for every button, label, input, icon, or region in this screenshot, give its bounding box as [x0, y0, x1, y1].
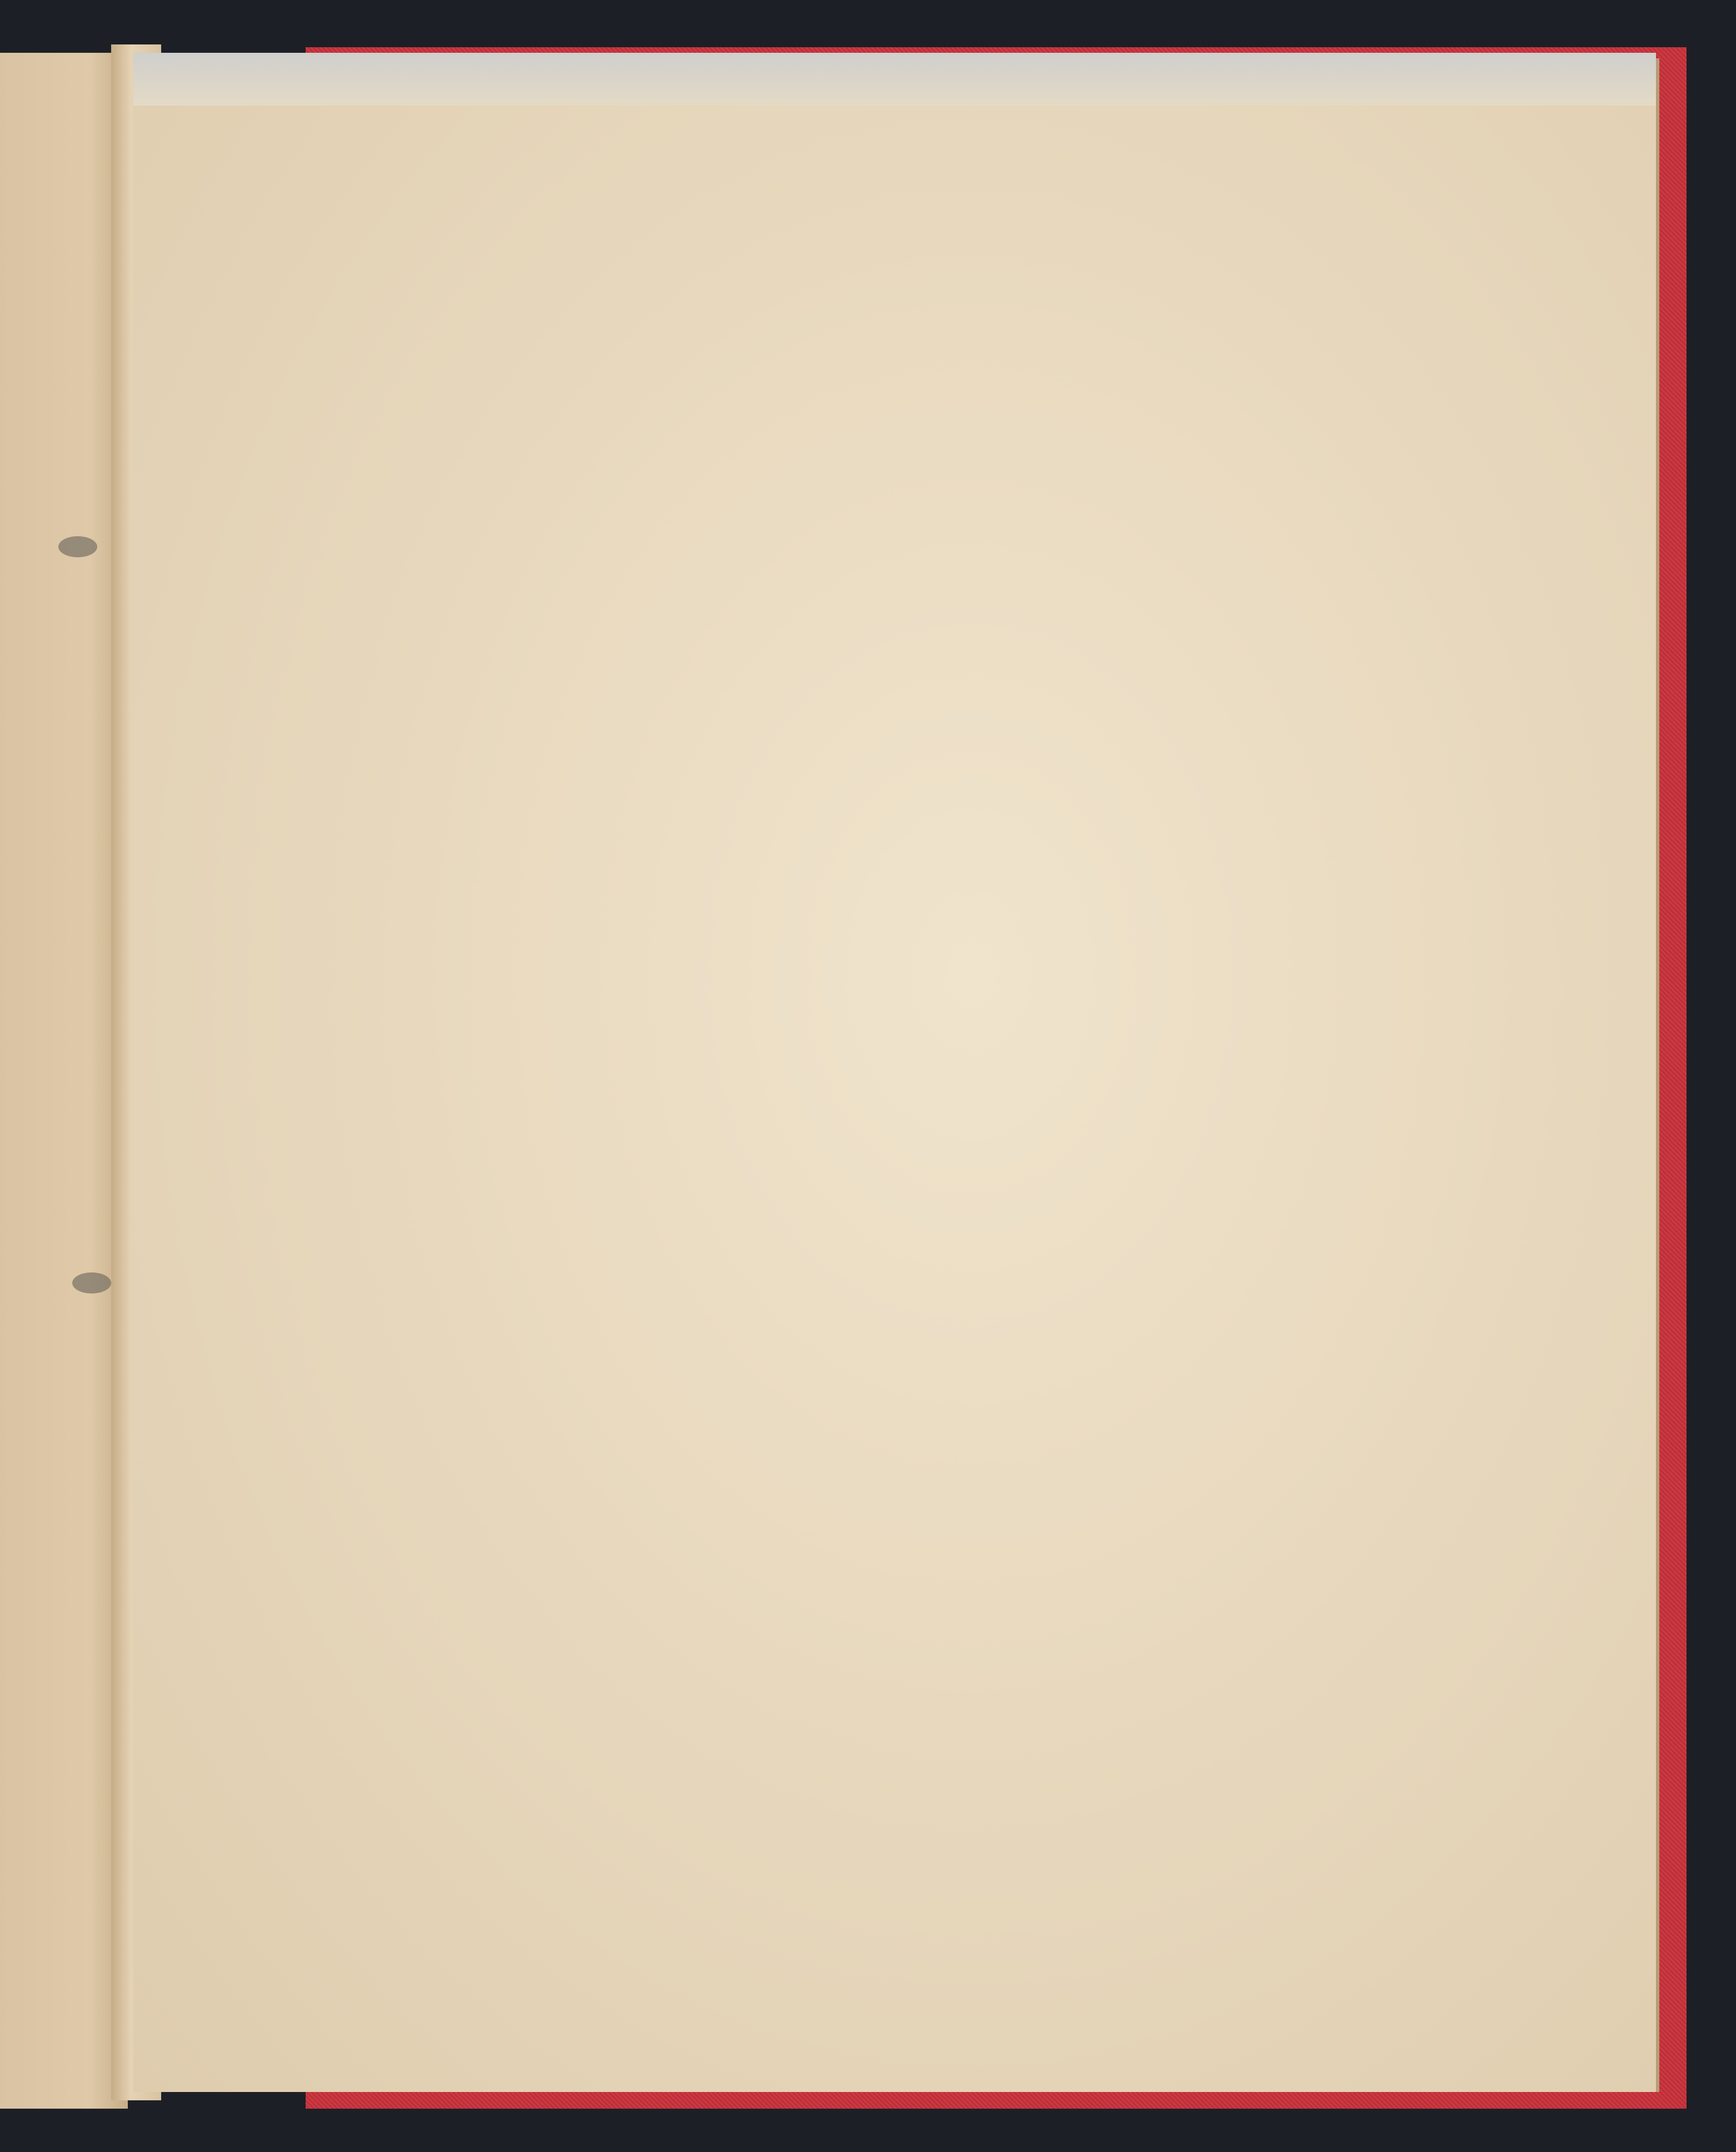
- paragraphs-bottom: [211, 331, 1473, 372]
- page-text: [211, 281, 1473, 372]
- section-heading: [211, 281, 1473, 331]
- text-line: [211, 331, 1473, 372]
- binding-hole-icon: [72, 1272, 111, 1294]
- left-page: [0, 53, 128, 2109]
- binding-hole-icon: [58, 536, 97, 557]
- page-top-edge: [133, 53, 1656, 106]
